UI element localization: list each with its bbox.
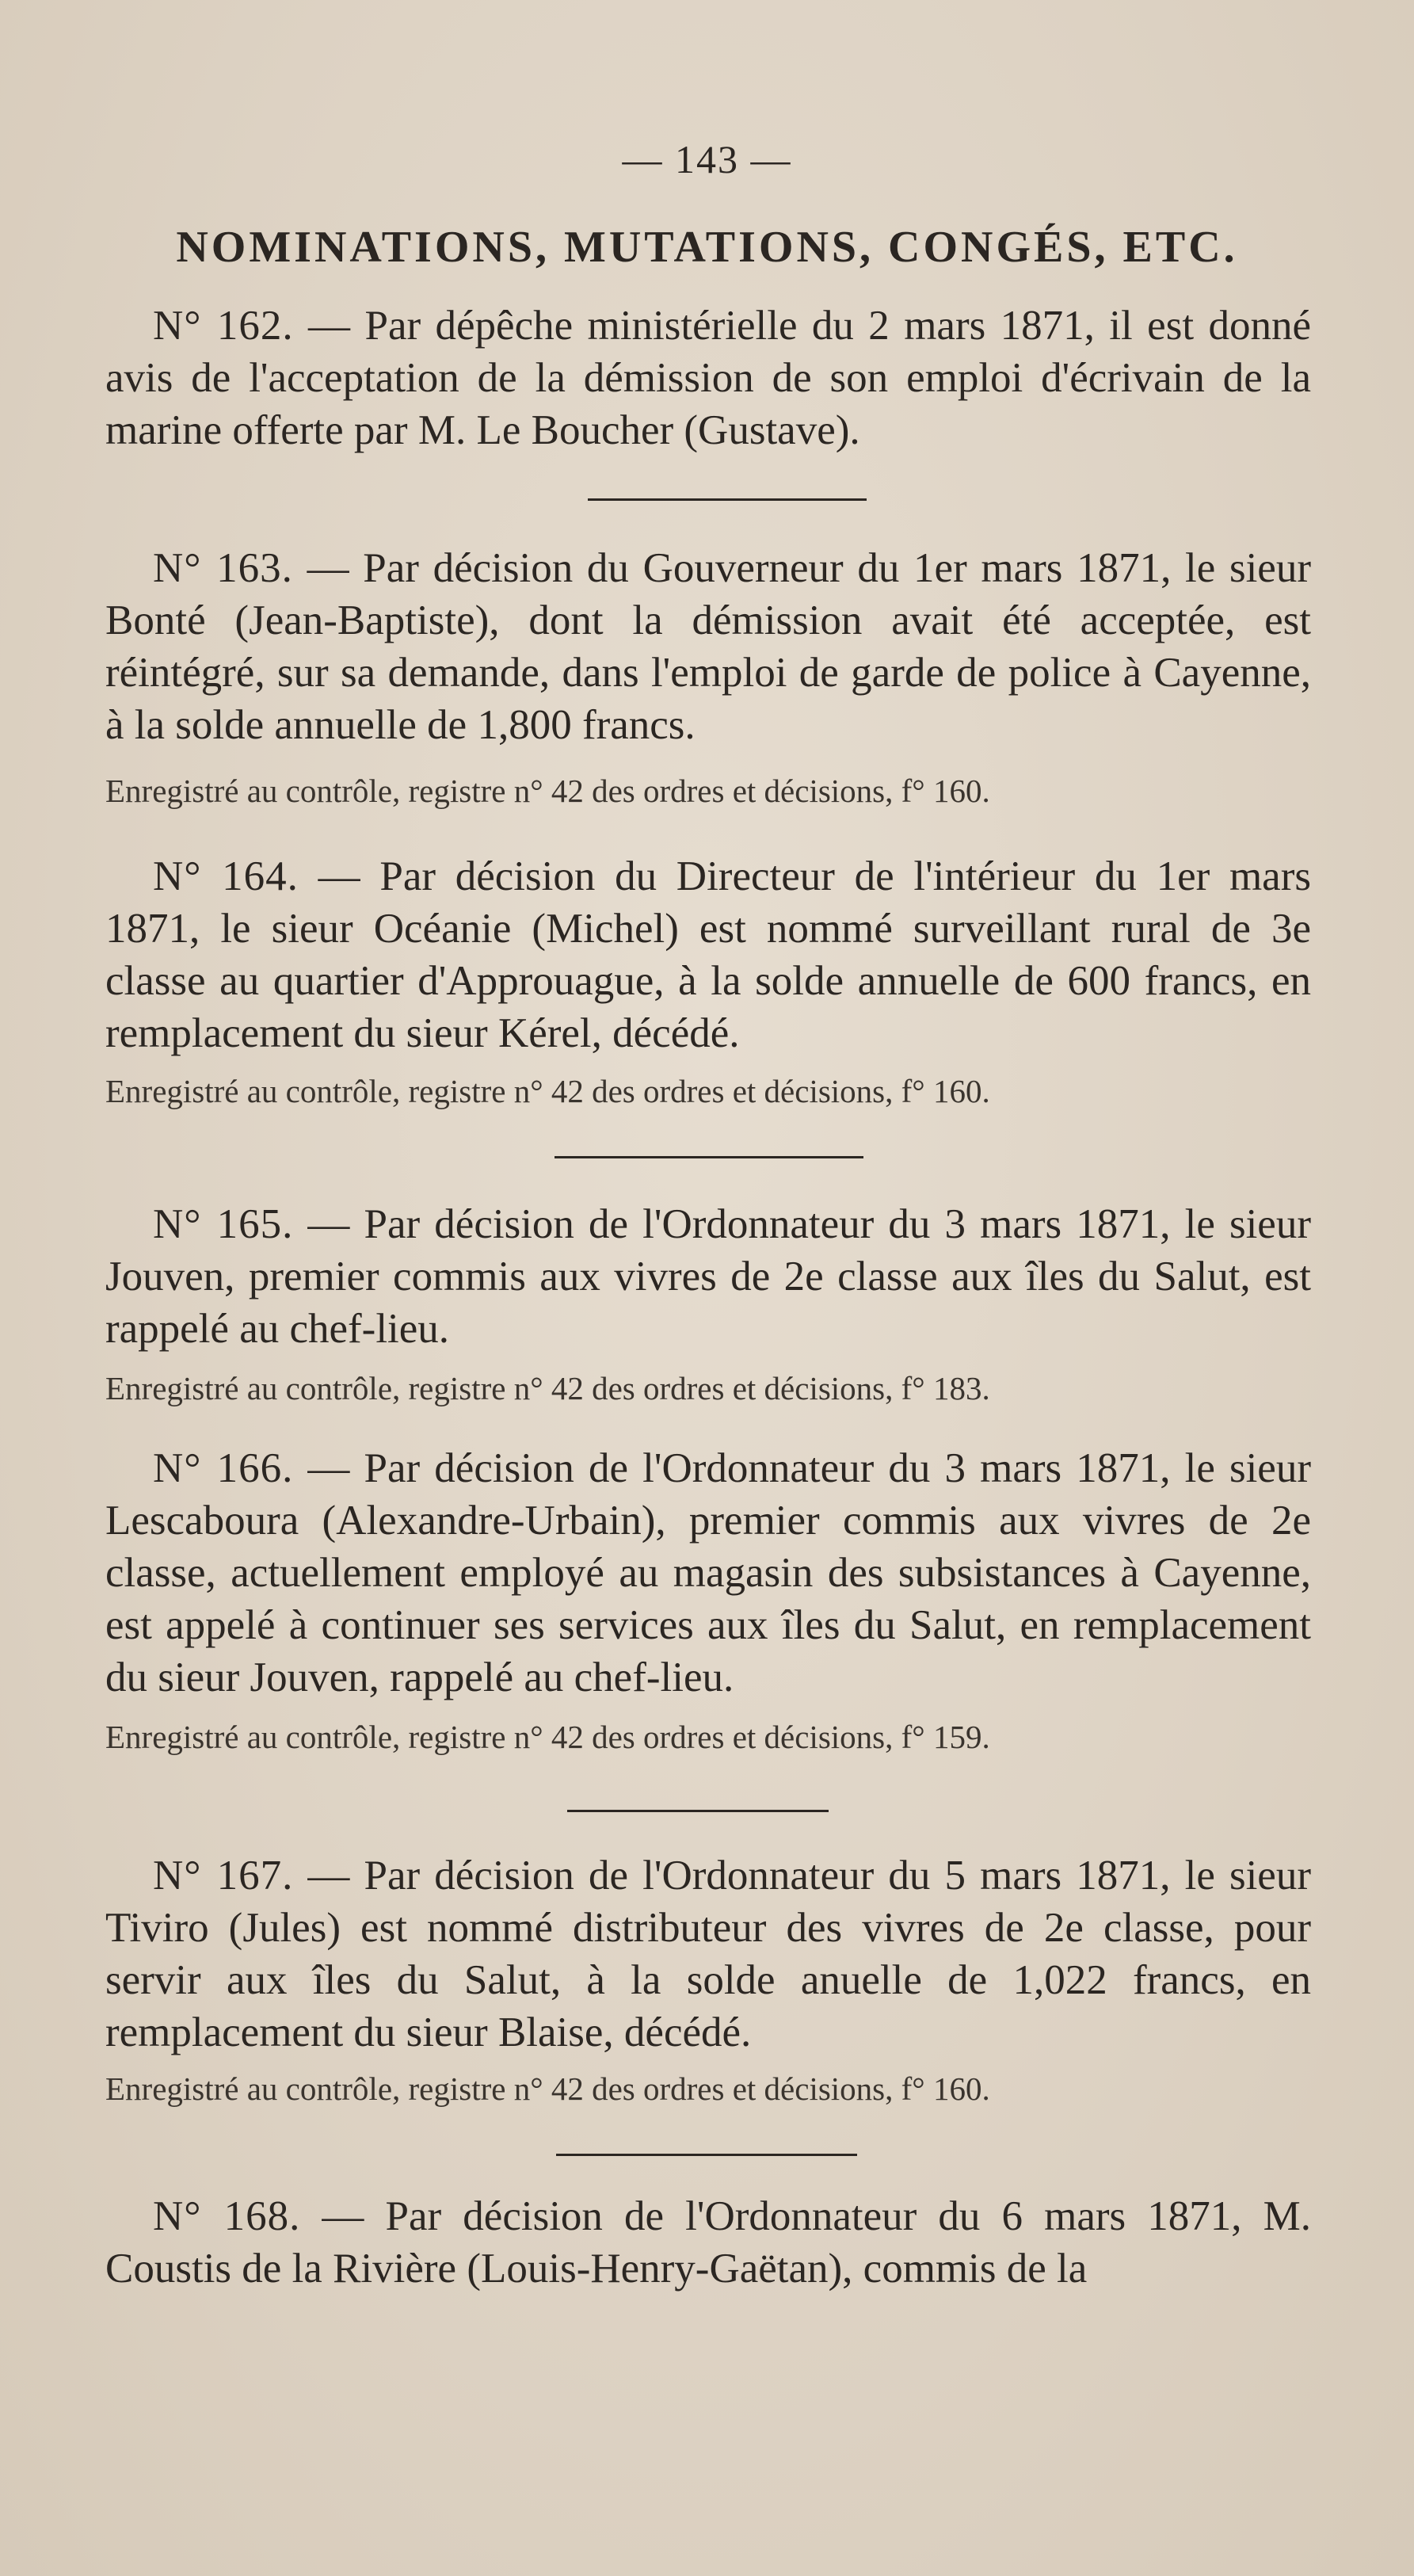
- entry-163: [105, 542, 1311, 751]
- entry-165: [105, 1198, 1311, 1355]
- entry-text: — Par décision du Directeur de l'intérieur du 1er mars 1871, le sieur Océanie (Michel) est nommé surveillant rural de 3e classe au quartier d'Approuague, à la solde annuelle de 600 francs, en remplacement du sieur Kérel, décédé.: [105, 853, 1311, 1056]
- registry-note: Enregistré au contrôle, registre n° 42 des ordres et décisions, f° 160.: [105, 773, 990, 809]
- registry-note: Enregistré au contrôle, registre n° 42 des ordres et décisions, f° 183.: [105, 1370, 990, 1406]
- entry-text: — Par décision de l'Ordonnateur du 3 mars 1871, le sieur Jouven, premier commis aux vivres de 2e classe aux îles du Salut, est rappelé au chef-lieu.: [105, 1201, 1311, 1352]
- entry-number: N° 162.: [153, 303, 294, 349]
- registry-note: Enregistré au contrôle, registre n° 42 des ordres et décisions, f° 159.: [105, 1719, 990, 1755]
- page-number: — 143 —: [622, 137, 792, 181]
- entry-number: N° 165.: [153, 1201, 294, 1247]
- entry-text: — Par décision de l'Ordonnateur du 3 mars 1871, le sieur Lescaboura (Alexandre-Urbain), premier commis aux vivres de 2e classe, actuellement employé au magasin des subsistances à Cayenne, est appelé à continuer ses services aux îles du Salut, en remplacement du sieur Jouven, rappelé au chef-lieu.: [105, 1445, 1311, 1700]
- entry-text: — Par décision de l'Ordonnateur du 5 mars 1871, le sieur Tiviro (Jules) est nommé distributeur des vivres de 2e classe, pour servir aux îles du Salut, à la solde anuelle de 1,022 francs, en remplacement du sieur Blaise, décédé.: [105, 1853, 1311, 2055]
- separator-rule: [556, 2154, 857, 2156]
- section-title: NOMINATIONS, MUTATIONS, CONGÉS, ETC.: [176, 223, 1238, 272]
- entry-162: [105, 300, 1311, 456]
- entry-167: [105, 1849, 1311, 2059]
- entry-text: — Par décision du Gouverneur du 1er mars 1871, le sieur Bonté (Jean-Baptiste), dont la démission avait été acceptée, est réintégré, sur sa demande, dans l'emploi de garde de police à Cayenne, à la solde annuelle de 1,800 francs.: [105, 545, 1311, 748]
- entry-168: [105, 2190, 1311, 2295]
- entry-number: N° 166.: [153, 1445, 294, 1491]
- entry-text: — Par décision de l'Ordonnateur du 6 mars 1871, M. Coustis de la Rivière (Louis-Henry-Gaëtan), commis de la: [105, 2193, 1311, 2292]
- entry-number: N° 164.: [153, 853, 299, 899]
- entry-number: N° 168.: [153, 2193, 301, 2239]
- separator-rule: [555, 1156, 863, 1158]
- registry-note: Enregistré au contrôle, registre n° 42 des ordres et décisions, f° 160.: [105, 2070, 990, 2107]
- entry-number: N° 167.: [153, 1853, 294, 1899]
- registry-note: Enregistré au contrôle, registre n° 42 des ordres et décisions, f° 160.: [105, 1073, 990, 1109]
- entry-number: N° 163.: [153, 545, 293, 591]
- entry-text: — Par dépêche ministérielle du 2 mars 1871, il est donné avis de l'acceptation de la démission de son emploi d'écrivain de la marine offerte par M. Le Boucher (Gustave).: [105, 303, 1311, 453]
- entry-166: [105, 1442, 1311, 1704]
- separator-rule: [567, 1810, 829, 1812]
- entry-164: [105, 850, 1311, 1059]
- separator-rule: [588, 498, 867, 501]
